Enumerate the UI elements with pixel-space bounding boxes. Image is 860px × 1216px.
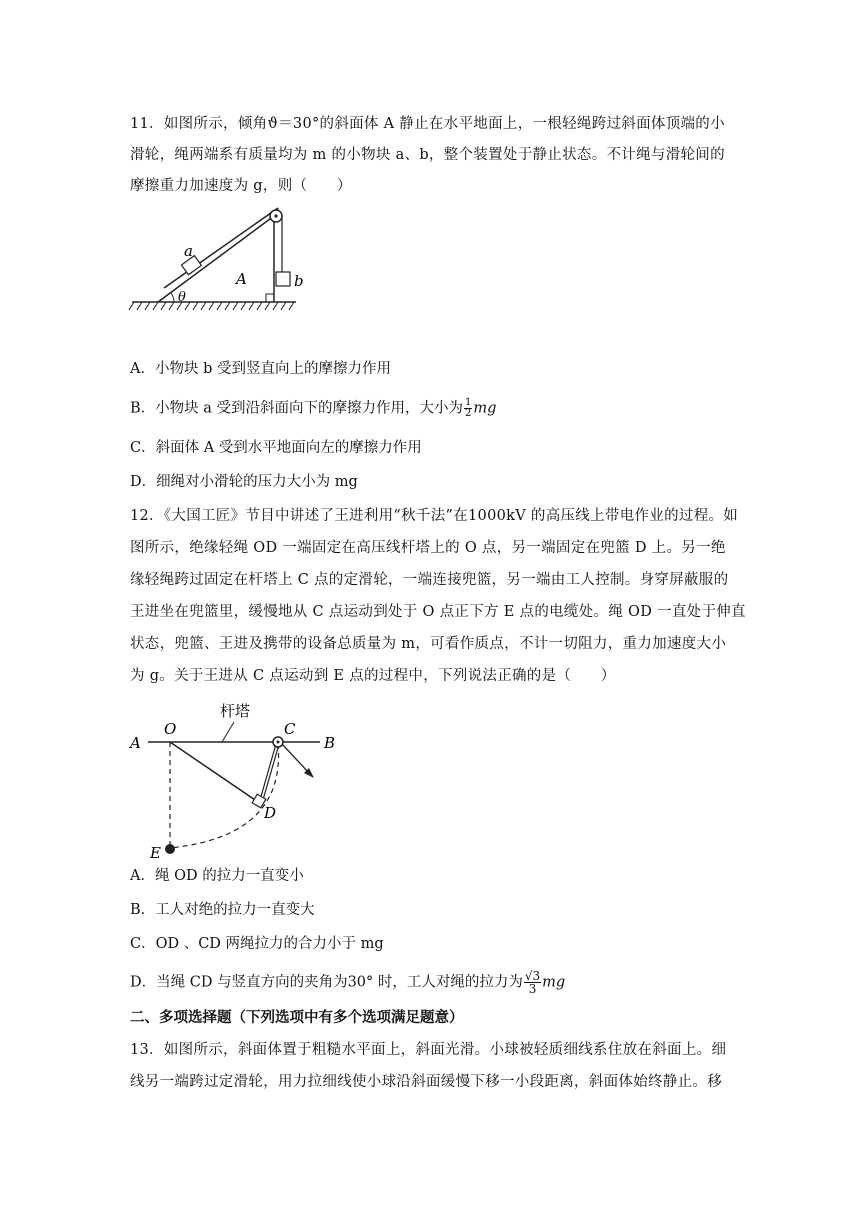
incline-surface [158, 216, 274, 302]
label-a: a [184, 242, 193, 260]
q13-line-1: 13．如图所示，斜面体置于粗糙水平面上，斜面光滑。小球被轻质细线系住放在斜面上。细 [130, 1042, 727, 1058]
point-e [165, 844, 175, 854]
q11-option-d: D．细绳对小滑轮的压力大小为 mg [130, 474, 358, 490]
pull-arrow [282, 744, 310, 774]
q12-line-4: 王进坐在兜篮里，缓慢地从 C 点运动到处于 O 点正下方 E 点的电缆处。绳 OD 一直处于伸直 [130, 604, 746, 620]
label-A: A [130, 734, 141, 752]
label-E: E [150, 844, 161, 862]
label-A: A [236, 270, 247, 288]
ground-hatching [129, 302, 294, 310]
block-b [276, 272, 290, 286]
q12-line-2: 图所示，绝缘轻绳 OD 一端固定在高压线杆塔上的 O 点，另一端固定在兜篮 D 上。另一绝 [130, 540, 726, 556]
q12-line-1: 12．《大国工匠》节目中讲述了王进利用“秋千法”在1000kV 的高压线上带电作业的过程。如 [130, 508, 739, 524]
section-heading: 二、多项选择题（下列选项中有多个选项满足题意） [130, 1009, 464, 1026]
q12-swing-figure [126, 696, 346, 864]
fraction-half: $\frac{1}{2}$ [465, 397, 472, 419]
slope-rope [164, 208, 278, 288]
q12-option-d-text: D．当绳 CD 与竖直方向的夹角为30° 时，工人对绳的拉力为 [130, 974, 523, 991]
q12-line-3: 缘轻绳跨过固定在杆塔上 C 点的定滑轮，一端连接兜篮，另一端由工人控制。身穿屏蔽服的 [130, 572, 729, 588]
label-b: b [294, 272, 304, 290]
fraction-sqrt3-over-3: $\frac{√3}{3}$ [524, 969, 541, 996]
q11-option-b-text: B．小物块 a 受到沿斜面向下的摩擦力作用，大小为 [130, 400, 464, 417]
q11-option-b [130, 398, 496, 419]
label-B: B [324, 734, 336, 752]
label-D: D [264, 804, 277, 822]
q11-option-a: A．小物块 b 受到竖直向上的摩擦力作用 [130, 361, 391, 377]
q11-option-b-unit: mg [473, 400, 497, 417]
q11-line-1: 11．如图所示，倾角ϑ＝30°的斜面体 A 静止在水平地面上，一根轻绳跨过斜面体顶端的小 [130, 116, 725, 132]
q12-option-d [130, 970, 565, 995]
arc-path [170, 744, 279, 848]
q12-option-a: A．绳 OD 的拉力一直变小 [130, 868, 304, 884]
label-tower: 杆塔 [220, 702, 251, 720]
q11-option-c: C．斜面体 A 受到水平地面向左的摩擦力作用 [130, 440, 422, 456]
label-O: O [164, 720, 177, 738]
q11-incline-figure [128, 206, 308, 318]
q11-line-2: 滑轮，绳两端系有质量均为 m 的小物块 a、b，整个装置处于静止状态。不计绳与滑轮间的 [130, 147, 725, 163]
q11-line-3: 摩擦重力加速度为 g，则（ ） [130, 178, 352, 194]
q13-line-2: 线另一端跨过定滑轮，用力拉细线使小球沿斜面缓慢下移一小段距离，斜面体始终静止。移 [130, 1074, 722, 1090]
q12-option-b: B．工人对绝的拉力一直变大 [130, 902, 315, 918]
label-C: C [284, 720, 296, 738]
label-theta: θ [178, 290, 186, 305]
q12-line-5: 状态，兜篮、王进及携带的设备总质量为 m，可看作质点，不计一切阻力，重力加速度大小 [130, 636, 727, 652]
q12-option-d-unit: mg [542, 974, 566, 991]
rope-cd [260, 744, 276, 800]
rope-od [170, 742, 258, 802]
q12-line-6: 为 g。关于王进从 C 点运动到 E 点的过程中，下列说法正确的是（ ） [130, 668, 616, 684]
q12-option-c: C．OD 、CD 两绳拉力的合力小于 mg [130, 936, 384, 952]
